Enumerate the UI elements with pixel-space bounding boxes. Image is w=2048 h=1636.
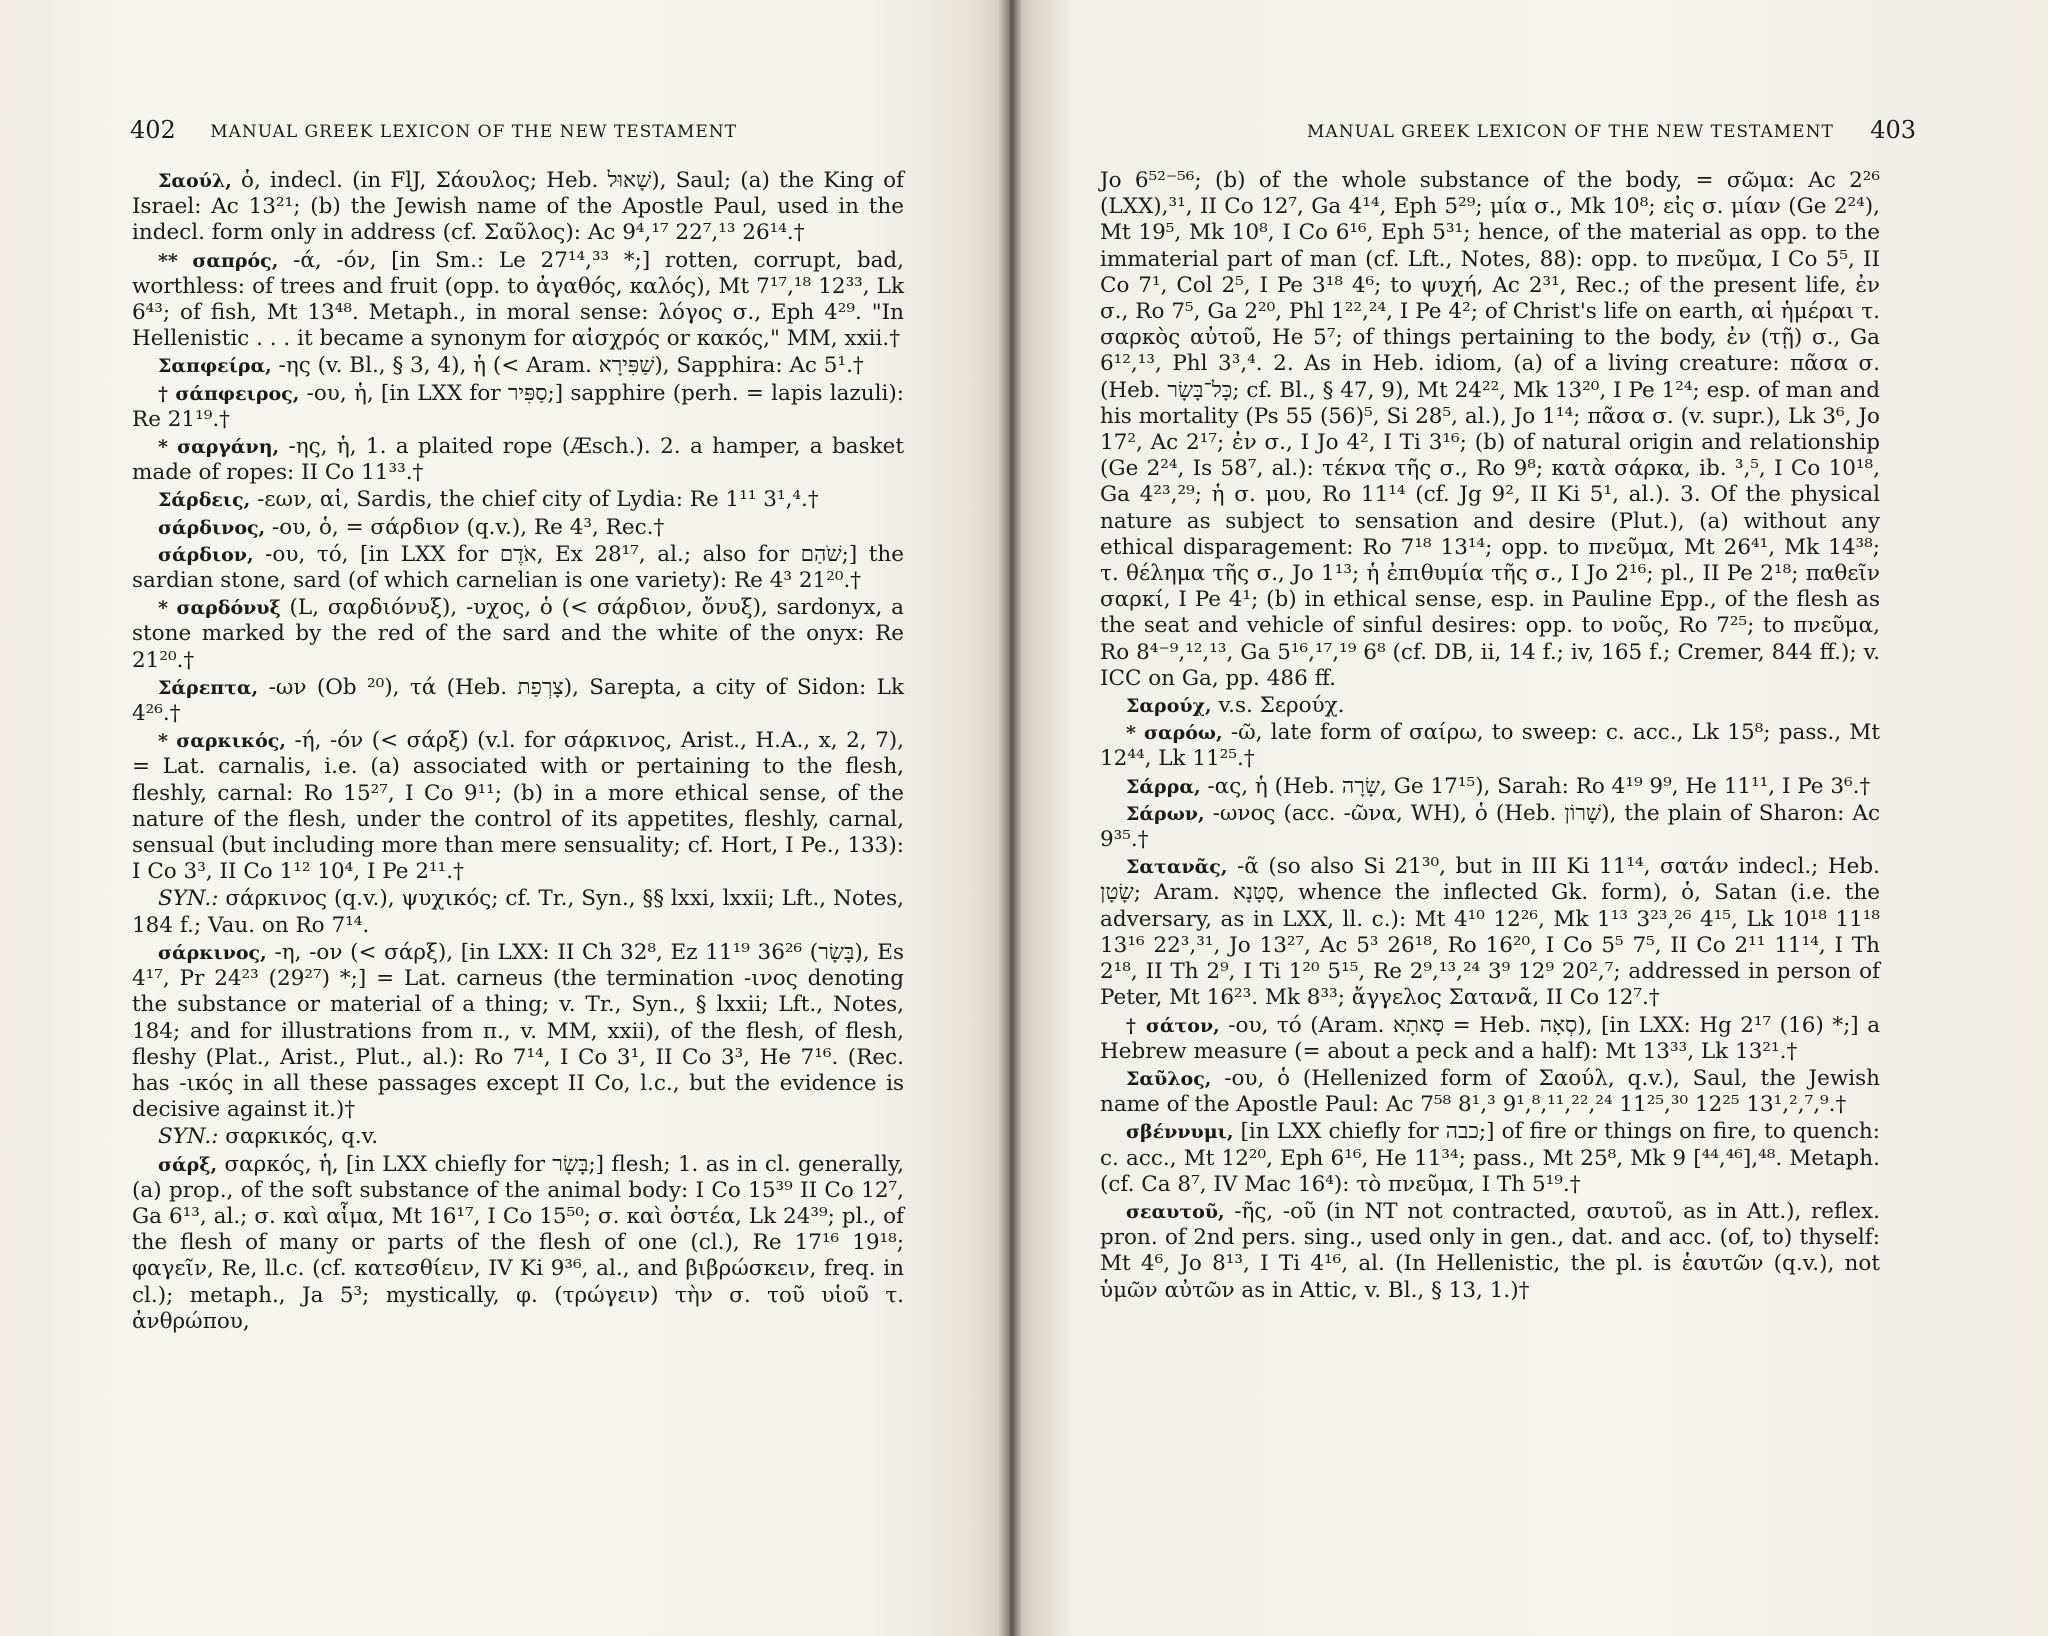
syn-label: SYN.:: [158, 886, 219, 912]
headword: * σαρκικός,: [158, 730, 286, 753]
entry-sappheira: [132, 353, 904, 379]
headword: † σάτον,: [1126, 1014, 1220, 1037]
entry-saoul: [132, 168, 904, 247]
right-page: [1010, 0, 2048, 1636]
headword: ** σαπρός,: [158, 249, 279, 272]
entry-text: σαρκικός, q.v.: [225, 1124, 379, 1150]
left-column: [132, 168, 904, 1336]
entry-text: (L, σαρδιόνυξ), -υχος, ὁ (< σάρδιον, ὄνυξ), sardonyx, a stone marked by the red of the sard and the white of the onyx: Re 21²⁰.†: [132, 595, 904, 673]
right-running-title: MANUAL GREEK LEXICON OF THE NEW TESTAMENT: [1307, 122, 1834, 142]
entry-serouch: [1100, 693, 1880, 719]
entry-text: σάρκινος (q.v.), ψυχικός; cf. Tr., Syn., §§ lxxi, lxxii; Lft., Notes, 184 f.; Vau. on Ro 7¹⁴.: [132, 886, 904, 938]
headword: σάρκινος,: [158, 941, 267, 964]
entry-text: -ου, ἡ, [in LXX for סַפִּיר;] sapphire (perh. = lapis lazuli): Re 21¹⁹.†: [132, 380, 904, 432]
right-column: [1100, 168, 1880, 1305]
entry-text: σαρκός, ἡ, [in LXX chiefly for בָּשָׂר;] flesh; 1. as in cl. generally, (a) prop., of the soft substance of the animal body: I Co 15³⁹ II Co 12⁷, Ga 6¹³, al.; σ. καὶ αἷμα, Mt 16¹⁷, I Co 15⁵⁰; σ. καὶ ὀστέα, Lk 24³⁹; pl., of the flesh of many or parts of the flesh of one (cl.), Re 17¹⁶ 19¹⁸; φαγεῖν, Re, ll.c. (cf. κατεσθίειν, IV Ki 9³⁶, al., and βιβρώσκειν, freq. in cl.); metaph., Ja 5³; mystically, φ. (τρώγειν) τὴν σ. τοῦ υἱοῦ τ. ἀνθρώπου,: [132, 1151, 904, 1334]
entry-text: -ου, τό (Aram. סָאתָא = Heb. סְאָה), [in LXX: Hg 2¹⁷ (16) *;] a Hebrew measure (= about a peck and a half): Mt 13³³, Lk 13²¹.†: [1100, 1012, 1881, 1064]
entry-text: -ῆς, -οῦ (in NT not contracted, σαυτοῦ, as in Att.), reflex. pron. of 2nd pers. sing., used only in gen., dat. and acc. (of, to) thyself: Mt 4⁶, Jo 8¹³, I Ti 4¹⁶, al. (In Hellenistic, the pl. is ἑαυτῶν (q.v.), not ὑμῶν αὐτῶν as in Attic, v. Bl., § 13, 1.)†: [1100, 1198, 1881, 1303]
headword: Σάρδεις,: [158, 489, 251, 512]
entry-sardinos: [132, 515, 904, 541]
left-running-title: MANUAL GREEK LEXICON OF THE NEW TESTAMENT: [210, 122, 737, 142]
entry-text: [in LXX chiefly for כבה;] of fire or things on fire, to quench: c. acc., Mt 12²⁰, Eph 6¹⁶, He 11³⁴; pass., Mt 25⁸, Mk 9 [⁴⁴,⁴⁶],⁴⁸. Metaph. (cf. Ca 8⁷, IV Mac 16⁴): τὸ πνεῦμα, I Th 5¹⁹.†: [1100, 1119, 1880, 1197]
headword: σάρδιον,: [158, 543, 254, 566]
headword: σάρδινος,: [158, 516, 266, 539]
entry-saton: [1100, 1013, 1880, 1065]
entry-text: ὁ, indecl. (in FlJ, Σάουλος; Heb. שָׁאוּל), Saul; (a) the King of Israel: Ac 13²¹; (b) the Jewish name of the Apostle Paul, used in the indecl. form only in address (cf. Σαῦλος): Ac 9⁴,¹⁷ 22⁷,¹³ 26¹⁴.†: [132, 168, 904, 246]
entry-text: -ων (Ob ²⁰), τά (Heb. צָרְפַת), Sarepta, a city of Sidon: Lk 4²⁶.†: [132, 674, 904, 727]
entry-sardion: [132, 542, 904, 594]
left-page: [0, 0, 1010, 1636]
entry-text: -ου, ὁ (Hellenized form of Σαούλ, q.v.), Saul, the Jewish name of the Apostle Paul: Ac 7⁵⁸ 8¹,³ 9¹,⁸,¹¹,²²,²⁴ 11²⁵,³⁰ 12²⁵ 13¹,²,⁷,⁹.†: [1100, 1065, 1880, 1118]
syn-label: SYN.:: [158, 1124, 219, 1150]
entry-text: -ης (v. Bl., § 3, 4), ἡ (< Aram. שַׁפִּירָא), Sapphira: Ac 5¹.†: [278, 353, 864, 379]
entry-text: -ή, -όν (< σάρξ) (v.l. for σάρκινος, Arist., H.A., x, 2, 7), = Lat. carnalis, i.e. (a) associated with or pertaining to the flesh, fleshly, carnal: Ro 15²⁷, I Co 9¹¹; (b) in a more ethical sense, of the nature of the flesh, under the control of its appetites, fleshly, carnal, sensual (but including more than mere sensuality; cf. Hort, I Pe., 133): I Co 3³, II Co 1¹² 10⁴, I Pe 2¹¹.†: [132, 728, 904, 885]
headword: Σαπφείρα,: [158, 355, 272, 378]
entry-seautou: [1100, 1199, 1880, 1304]
entry-text: -εων, αἱ, Sardis, the chief city of Lydia: Re 1¹¹ 3¹,⁴.†: [257, 487, 819, 513]
entry-sarkikos: [132, 728, 904, 885]
entry-text: -ου, τό, [in LXX for אֹדֶם, Ex 28¹⁷, al.; also for שֹׁהַם;] the sardian stone, sard (of which carnelian is one variety): Re 4³ 21²⁰.†: [132, 541, 904, 594]
headword: * σαργάνη,: [158, 436, 280, 459]
entry-text: Jo 6⁵²⁻⁵⁶; (b) of the whole substance of the body, = σῶμα: Ac 2²⁶ (LXX),³¹, II Co 12⁷, Ga 4¹⁴, Eph 5²⁹; μία σ., Mk 10⁸; εἰς σ. μίαν (Ge 2²⁴), Mt 19⁵, Mk 10⁸, I Co 6¹⁶, Eph 5³¹; hence, of the material as opp. to the immaterial part of man (cf. Lft., Notes, 88): opp. to πνεῦμα, I Co 5⁵, II Co 7¹, Col 2⁵, I Pe 3¹⁸ 4⁶; to ψυχή, Ac 2³¹, Rec.; of the present life, ἐν σ., Ro 7⁵, Ga 2²⁰, Phl 1²²,²⁴, I Pe 4²; of Christ's life on earth, αἱ ἡμέραι τ. σαρκὸς αὐτοῦ, He 5⁷; of things pertaining to the body, ἐν (τῇ) σ., Ga 6¹²,¹³, Phl 3³,⁴. 2. As in Heb. idiom, (a) of a living creature: πᾶσα σ. (Heb. כָּל־בָּשָׂר; cf. Bl., § 47, 9), Mt 24²², Mk 13²⁰, I Pe 1²⁴; esp. of man and his mortality (Ps 55 (56)⁵, Si 28⁵, al.), Jo 1¹⁴; πᾶσα σ. (v. supr.), Lk 3⁶, Jo 17², Ac 2¹⁷; ἐν σ., I Jo 4², I Ti 3¹⁶; (b) of natural origin and relationship (Ge 2²⁴, Is 58⁷, al.): τέκνα τῆς σ., Ro 9⁸; κατὰ σάρκα, ib. ³,⁵, I Co 10¹⁸, Ga 4²³,²⁹; ἡ σ. μου, Ro 11¹⁴ (cf. Jg 9², II Ki 5¹, al.). 3. Of the physical nature as subject to sensation and desire (Plut.), (a) without any ethical disparagement: Ro 7¹⁸ 13¹⁴; opp. to πνεῦμα, Mt 26⁴¹, Mk 14³⁸; τ. θέλημα τῆς σ., Jo 1¹³; ἡ ἐπιθυμία τῆς σ., I Jo 2¹⁶; pl., II Pe 2¹⁸; παθεῖν σαρκί, I Pe 4¹; (b) in ethical sense, esp. in Pauline Epp., of the flesh as the seat and vehicle of sinful desires: opp. to νοῦς, Ro 7²⁵; to πνεῦμα, Ro 8⁴⁻⁹,¹²,¹³, Ga 5¹⁶,¹⁷,¹⁹ 6⁸ (cf. DB, ii, 14 f.; iv, 165 f.; Cremer, 844 ff.); v. ICC on Ga, pp. 486 ff.: [1100, 168, 1881, 691]
entry-saulos: [1100, 1066, 1880, 1118]
entry-text: -ῶ, late form of σαίρω, to sweep: c. acc., Lk 15⁸; pass., Mt 12⁴⁴, Lk 11²⁵.†: [1100, 720, 1880, 772]
entry-sarx-continued: [1100, 168, 1880, 692]
headword: Σαούλ,: [158, 170, 232, 192]
entry-sarepta: [132, 675, 904, 727]
headword: Σάρρα,: [1126, 775, 1201, 798]
entry-text: -ά, -όν, [in Sm.: Le 27¹⁴,³³ *;] rotten, corrupt, bad, worthless: of trees and fruit (opp. to ἀγαθός, καλός), Mt 7¹⁷,¹⁸ 12³³, Lk 6⁴³; of fish, Mt 13⁴⁸. Metaph., in moral sense: λόγος σ., Eph 4²⁹. "In Hellenistic . . . it became a synonym for αἰσχρός or κακός," MM, xxii.†: [132, 247, 904, 352]
entry-text: v.s. Σερούχ.: [1218, 693, 1345, 719]
entry-syn-sarkinos: [132, 1124, 904, 1150]
entry-saroo: [1100, 720, 1880, 772]
entry-sarx: [132, 1152, 904, 1335]
entry-text: -ᾶ (so also Si 21³⁰, but in III Ki 11¹⁴, σατάν indecl.; Heb. שָׂטָן; Aram. סָטָנָא, whence the inflected Gk. form), ὁ, Satan (i.e. the adversary, as in LXX, ll. c.): Mt 4¹⁰ 12²⁶, Mk 1¹³ 3²³,²⁶ 4¹⁵, Lk 10¹⁸ 11¹⁸ 13¹⁶ 22³,³¹, Jo 13²⁷, Ac 5³ 26¹⁸, Ro 16²⁰, I Co 5⁵ 7⁵, II Co 2¹¹ 11¹⁴, I Th 2¹⁸, II Th 2⁹, I Ti 1²⁰ 5¹⁵, Re 2⁹,¹³,²⁴ 3⁹ 12⁹ 20²,⁷; addressed in person of Peter, Mt 16²³. Mk 8³³; ἄγγελος Σατανᾶ, II Co 12⁷.†: [1100, 854, 1881, 1011]
headword: Σάρεπτα,: [158, 676, 259, 699]
entry-sappheiros: [132, 381, 904, 433]
right-page-header: [1216, 116, 1916, 144]
entry-text: -ου, ὁ, = σάρδιον (q.v.), Re 4³, Rec.†: [272, 514, 665, 540]
entry-syn-sarkikos: [132, 886, 904, 938]
left-page-header: [130, 116, 830, 144]
headword: σάρξ,: [158, 1153, 218, 1176]
headword: Σατανᾶς,: [1126, 856, 1228, 879]
headword: * σαρδόνυξ: [158, 597, 281, 620]
entry-text: -ας, ἡ (Heb. שָׂרָה, Ge 17¹⁵), Sarah: Ro 4¹⁹ 9⁹, He 11¹¹, I Pe 3⁶.†: [1207, 773, 1871, 799]
headword: σεαυτοῦ,: [1126, 1200, 1225, 1223]
entry-text: -η, -ον (< σάρξ), [in LXX: II Ch 32⁸, Ez 11¹⁹ 36²⁶ (בָּשָׂר), Es 4¹⁷, Pr 24²³ (29²⁷) *;] = Lat. carneus (the termination -ινος denoting the substance or material of a thing; v. Tr., Syn., § lxxii; Lft., Notes, 184; and for illustrations from π., v. MM, xxii), of the flesh, of flesh, fleshy (Plat., Arist., Plut., al.): Ro 7¹⁴, I Co 3¹, II Co 3³, He 7¹⁶. (Rec. has -ικός in all these passages except II Co, l.c., but the evidence is decisive against it.)†: [132, 939, 904, 1123]
entry-text: -ωνος (acc. -ῶνα, WH), ὁ (Heb. שָׁרוֹן), the plain of Sharon: Ac 9³⁵.†: [1100, 800, 1880, 853]
headword: Σάρων,: [1126, 802, 1205, 825]
entry-sarkinos: [132, 940, 904, 1123]
entry-sbennymi: [1100, 1119, 1880, 1198]
book-gutter-shadow: [998, 0, 1022, 1636]
entry-sarra: [1100, 774, 1880, 800]
entry-sapros: [132, 248, 904, 353]
right-page-number: 403: [1870, 116, 1916, 144]
headword: * σαρόω,: [1126, 722, 1223, 745]
entry-text: -ης, ἡ, 1. a plaited rope (Æsch.). 2. a hamper, a basket made of ropes: II Co 11³³.†: [132, 434, 904, 486]
headword: σβέννυμι,: [1126, 1121, 1234, 1144]
entry-sargane: [132, 434, 904, 486]
headword: Σαῦλος,: [1126, 1067, 1212, 1090]
entry-sardonyx: [132, 595, 904, 674]
entry-satanas: [1100, 854, 1880, 1011]
entry-saron: [1100, 801, 1880, 853]
left-page-number: 402: [130, 116, 176, 144]
headword: Σαρούχ,: [1126, 695, 1212, 718]
headword: † σάπφειρος,: [158, 382, 300, 405]
entry-sardeis: [132, 487, 904, 513]
